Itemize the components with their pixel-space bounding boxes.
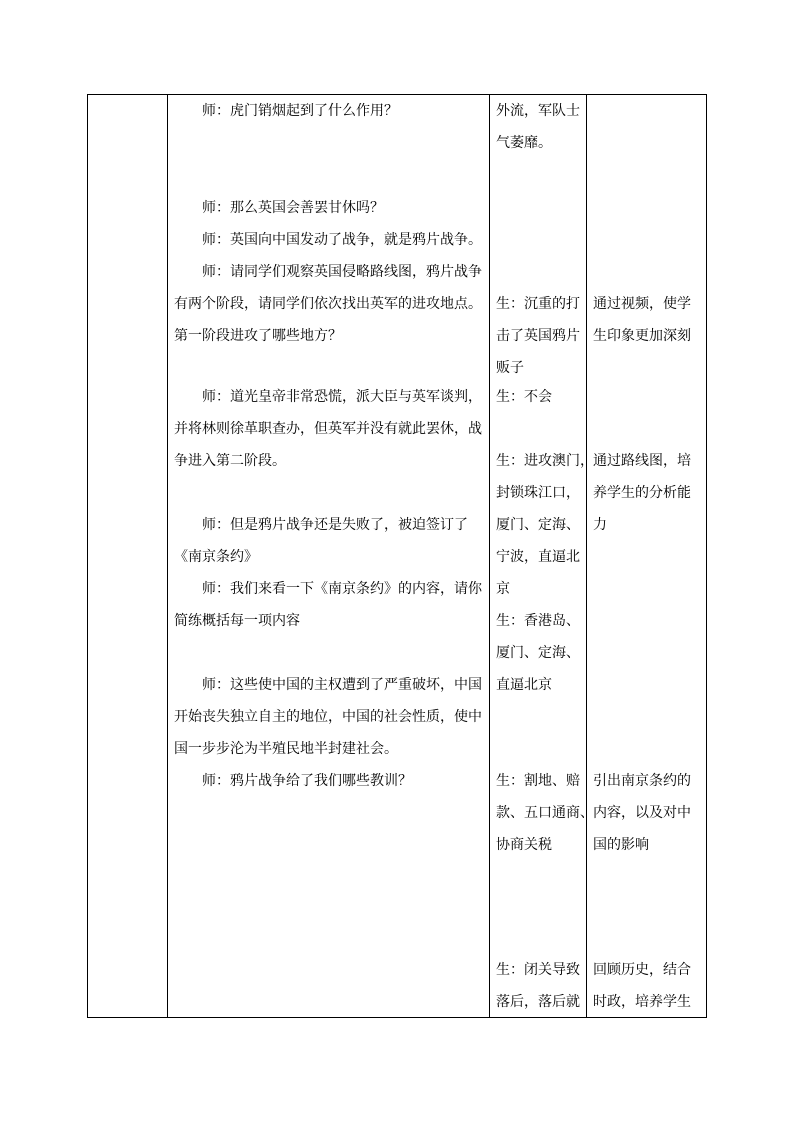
teacher-line: 师：道光皇帝非常恐慌，派大臣与英军谈判，	[202, 389, 482, 405]
student-line: 宁波，直逼北	[496, 549, 580, 565]
student-line: 厦门、定海、	[496, 517, 580, 533]
student-line: 生：香港岛、	[496, 613, 580, 629]
student-activity-column	[490, 95, 594, 1017]
design-line: 通过视频，使学	[593, 296, 691, 312]
teacher-line: 师：这些使中国的主权遭到了严重破坏，中国	[202, 677, 482, 693]
design-line: 内容，以及对中	[593, 805, 691, 821]
teacher-line: 争进入第二阶段。	[174, 453, 286, 469]
design-line: 力	[593, 517, 607, 533]
teacher-activity-column	[168, 95, 488, 1017]
teacher-line: 开始丧失独立自主的地位，中国的社会性质，使中	[174, 709, 482, 725]
teacher-line: 第一阶段进攻了哪些地方？	[174, 328, 342, 344]
teacher-line: 师：虎门销烟起到了什么作用？	[202, 103, 398, 119]
student-line: 生：闭关导致	[496, 962, 580, 978]
student-line: 厦门、定海、	[496, 645, 580, 661]
student-line: 生：沉重的打	[496, 296, 580, 312]
teacher-line: 师：英国向中国发动了战争，就是鸦片战争。	[202, 232, 482, 248]
empty-column	[88, 95, 167, 1017]
design-line: 通过路线图，培	[593, 453, 691, 469]
design-line: 回顾历史，结合	[593, 962, 691, 978]
teacher-line: 师：请同学们观察英国侵略路线图，鸦片战争	[202, 264, 482, 280]
student-line: 直逼北京	[496, 677, 552, 693]
design-line: 生印象更加深刻	[593, 328, 691, 344]
teacher-line: 师：那么英国会善罢甘休吗？	[202, 200, 384, 216]
teacher-line: 师：鸦片战争给了我们哪些教训？	[202, 773, 412, 789]
student-line: 协商关税	[496, 837, 552, 853]
teacher-line: 简练概括每一项内容	[174, 613, 300, 629]
student-line: 京	[496, 581, 510, 597]
student-line: 生：不会	[496, 389, 552, 405]
student-line: 贩子	[496, 360, 524, 376]
student-line: 气萎靡。	[496, 135, 552, 151]
student-line: 落后，落后就	[496, 994, 580, 1010]
student-line: 款、五口通商、	[496, 805, 594, 821]
teacher-line: 国一步步沦为半殖民地半封建社会。	[174, 741, 398, 757]
design-line: 引出南京条约的	[593, 773, 691, 789]
student-line: 生：进攻澳门，	[496, 453, 594, 469]
teacher-line: 师：但是鸦片战争还是失败了，被迫签订了	[202, 517, 468, 533]
student-line: 外流，军队士	[496, 103, 580, 119]
teacher-line: 并将林则徐革职查办，但英军并没有就此罢休，战	[174, 421, 482, 437]
design-line: 国的影响	[593, 837, 649, 853]
lesson-table	[87, 94, 707, 1018]
teacher-line: 有两个阶段，请同学们依次找出英军的进攻地点。	[174, 296, 482, 312]
teacher-line: 《南京条约》	[174, 549, 258, 565]
teacher-line: 师：我们来看一下《南京条约》的内容，请你	[202, 581, 482, 597]
design-intent-column	[587, 95, 706, 1017]
student-line: 击了英国鸦片	[496, 328, 580, 344]
student-line: 封锁珠江口，	[496, 485, 580, 501]
student-line: 生：割地、赔	[496, 773, 580, 789]
design-line: 时政，培养学生	[593, 994, 691, 1010]
design-line: 养学生的分析能	[593, 485, 691, 501]
